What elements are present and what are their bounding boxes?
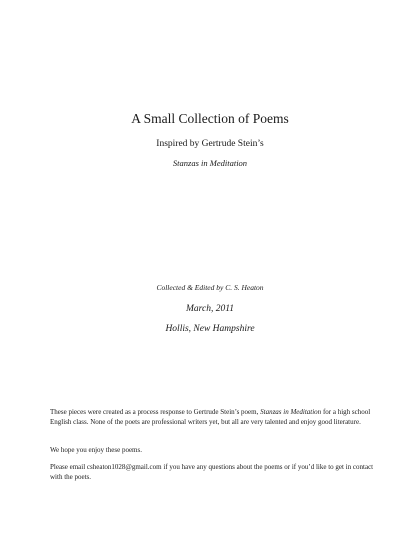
intro-text-end: for a high school English class. None of the poets are professional writers yet, but all are very talented and enjoy good literature. bbox=[50, 408, 371, 426]
intro-work-title: Stanzas in Meditation bbox=[260, 408, 322, 416]
enjoy-paragraph bbox=[50, 445, 375, 455]
intro-paragraph bbox=[50, 407, 375, 427]
document-subtitle: Inspired by Gertrude Stein’s bbox=[156, 139, 264, 149]
document-title: A Small Collection of Poems bbox=[131, 111, 289, 126]
enjoy-text: We hope you enjoy these poems. bbox=[50, 446, 142, 454]
editor-credit: Collected & Edited by C. S. Heaton bbox=[156, 283, 264, 292]
publication-place: Hollis, New Hampshire bbox=[165, 324, 255, 334]
contact-paragraph bbox=[50, 462, 375, 482]
work-title: Stanzas in Meditation bbox=[172, 158, 248, 168]
intro-text-start: These pieces were created as a process response to Gertrude Stein’s poem, bbox=[50, 408, 261, 416]
publication-date: March, 2011 bbox=[185, 304, 235, 314]
contact-text: Please email csheaton1028@gmail.com if you have any questions about the poems or if you’d like to get in contact with the poets. bbox=[50, 463, 374, 481]
